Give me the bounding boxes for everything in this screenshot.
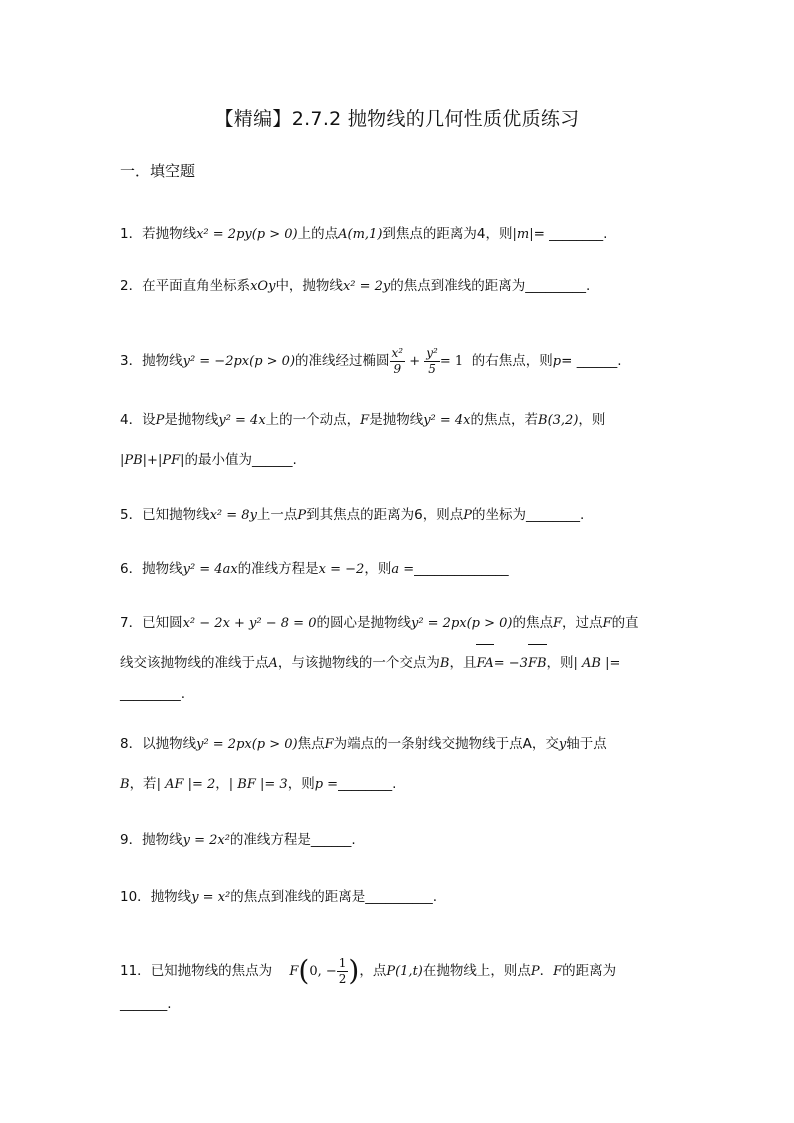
text: ．	[539, 963, 554, 979]
question-5	[120, 497, 680, 534]
text: 轴于点	[566, 736, 607, 752]
text: ，且	[449, 655, 477, 671]
variable: B	[439, 656, 450, 671]
text: 已知圆	[142, 615, 183, 631]
text: 的准线经过椭圆	[295, 353, 390, 369]
variable: F	[553, 616, 563, 631]
expression: |m|	[512, 227, 534, 242]
answer-blank: 的焦点到准线的距离为_________.	[390, 278, 591, 294]
text: 抛物线	[150, 889, 192, 905]
text: 的准线方程是	[237, 561, 319, 577]
expression: |PB|+|PF|	[120, 453, 185, 468]
fraction: $\frac{1}{2}$	[338, 955, 347, 986]
variable: P	[463, 508, 473, 523]
variable: y	[558, 737, 567, 752]
text: 设	[142, 412, 156, 428]
point: P(1,t)	[386, 964, 423, 979]
equation: y² = 4x	[423, 413, 471, 428]
text: 线交该抛物线的准线于点	[120, 655, 269, 671]
question-number: 3．	[120, 353, 143, 369]
equation: x² = 2y	[342, 279, 391, 294]
equation: y = 2x²	[182, 833, 230, 848]
text: ，则	[578, 412, 606, 428]
equation: = 1	[439, 354, 464, 369]
answer-blank: 的焦点到准线的距离是__________.	[230, 889, 438, 905]
text: 的焦点	[512, 615, 553, 631]
vector: FA	[476, 646, 493, 682]
text: 到焦点的距离为4，则	[382, 226, 513, 242]
text: 的距离为	[562, 963, 617, 979]
section-heading: 一．填空题	[120, 162, 196, 180]
text: ，则	[287, 776, 315, 792]
text: 上的点	[297, 226, 339, 242]
variable: p	[552, 354, 562, 369]
variable: F	[602, 616, 612, 631]
question-11-line-2	[120, 986, 680, 1022]
vector: FB	[528, 646, 547, 682]
question-6	[120, 551, 680, 588]
question-7-line-3	[120, 676, 680, 712]
question-number: 7．	[120, 615, 143, 631]
equation: y² = 2px(p > 0)	[410, 616, 513, 631]
text: 是抛物线	[164, 412, 219, 428]
text: 已知抛物线的焦点为	[150, 963, 273, 979]
question-number: 1．	[120, 226, 143, 242]
text: 是抛物线	[369, 412, 424, 428]
text: 抛物线	[142, 353, 183, 369]
point: A(m,1)	[338, 227, 383, 242]
text: ，	[215, 776, 229, 792]
equation: y² = 4x	[218, 413, 266, 428]
answer-blank: 的准线方程是______.	[229, 832, 356, 848]
text: 为端点的一条射线交抛物线于点A，交	[333, 736, 559, 752]
question-8	[120, 726, 680, 763]
variable: F	[360, 413, 370, 428]
expression: | AB |=	[573, 656, 621, 671]
text: 抛物线	[142, 832, 183, 848]
text: 已知抛物线	[142, 507, 210, 523]
equation: x² − 2x + y² − 8 = 0	[182, 616, 317, 631]
question-2	[120, 268, 680, 305]
text: 的圆心是抛物线	[316, 615, 411, 631]
text: ，若	[129, 776, 157, 792]
text: 的直	[611, 615, 639, 631]
text: 的焦点，若	[470, 412, 539, 428]
text: 抛物线	[142, 561, 183, 577]
text: 上一点	[256, 507, 298, 523]
equation: y² = 2px(p > 0)	[196, 737, 298, 752]
answer-blank: = ________.	[533, 226, 608, 242]
text: 焦点	[297, 736, 325, 752]
variable: P	[297, 508, 307, 523]
question-number: 5．	[120, 507, 143, 523]
point: B(3,2)	[538, 413, 579, 428]
text: ，则	[364, 561, 392, 577]
question-number: 10．	[120, 889, 151, 905]
variable: B	[120, 777, 130, 792]
variable: p =	[314, 777, 339, 792]
text: ，则	[546, 655, 574, 671]
question-number: 8．	[120, 736, 143, 752]
expression: | BF |= 3	[228, 777, 288, 792]
question-7	[120, 605, 680, 642]
answer-blank: _______.	[120, 996, 172, 1012]
answer-blank: = ______.	[561, 353, 622, 369]
variable: P	[155, 413, 165, 428]
question-number: 2．	[120, 278, 143, 294]
variable: F	[324, 737, 334, 752]
answer-blank: 的最小值为______.	[184, 452, 297, 468]
page-title: 【精编】2.7.2 抛物线的几何性质优质练习	[214, 108, 580, 130]
answer-blank: _________.	[120, 686, 186, 702]
answer-blank: ______________	[414, 561, 509, 577]
question-9	[120, 822, 680, 859]
text: 若抛物线	[142, 226, 197, 242]
question-1	[120, 216, 680, 253]
question-4	[120, 402, 680, 439]
question-number: 6．	[120, 561, 143, 577]
fraction: $\frac{\text{x²}}{9}$	[391, 345, 404, 376]
text: = −3	[493, 656, 528, 671]
question-3: 3．抛物线y² = −2px(p > 0)的准线经过椭圆 $\frac{\text{x²}}{9}$ + $\frac{\text{y²}}{5}$ = 1 的右焦点，则p= ______.	[120, 345, 622, 376]
text: 在平面直角坐标系	[142, 278, 251, 294]
variable: P	[530, 964, 540, 979]
variable: A	[268, 656, 278, 671]
text: 上的一个动点，	[265, 412, 361, 428]
text: 在抛物线上，则点	[422, 963, 531, 979]
equation: x = −2	[318, 562, 365, 577]
equation: x² = 2py(p > 0)	[196, 227, 298, 242]
question-11: 11．已知抛物线的焦点为 F(0, − $\frac{1}{2}$ )，点P(1,t)在抛物线上，则点P．F的距离为	[120, 954, 617, 987]
text: 中，抛物线	[275, 278, 343, 294]
fraction: $\frac{\text{y²}}{5}$	[426, 345, 438, 376]
question-number: 9．	[120, 832, 143, 848]
variable: F	[289, 964, 299, 979]
equation: y² = −2px(p > 0)	[182, 354, 296, 369]
text: ，点	[359, 963, 387, 979]
text: 到其焦点的距离为6，则点	[306, 507, 464, 523]
question-4-line-2	[120, 442, 680, 479]
variable: F	[553, 964, 563, 979]
text: 以抛物线	[142, 736, 197, 752]
text: ，与该抛物线的一个交点为	[277, 655, 440, 671]
coordinate-system: xOy	[250, 279, 276, 294]
equation: x² = 8y	[209, 508, 257, 523]
question-8-line-2	[120, 766, 680, 803]
question-number: 4．	[120, 412, 143, 428]
question-10	[120, 879, 680, 916]
question-number: 11．	[120, 963, 151, 979]
expression: | AF |= 2	[156, 777, 216, 792]
variable: a =	[391, 562, 415, 577]
equation: y² = 4ax	[182, 562, 238, 577]
answer-blank: ________.	[338, 776, 397, 792]
coordinate: 0, −	[309, 964, 337, 979]
text: ，过点	[562, 615, 603, 631]
answer-blank: 的坐标为________.	[472, 507, 585, 523]
text: 的右焦点，则	[471, 353, 553, 369]
equation: y = x²	[191, 890, 231, 905]
